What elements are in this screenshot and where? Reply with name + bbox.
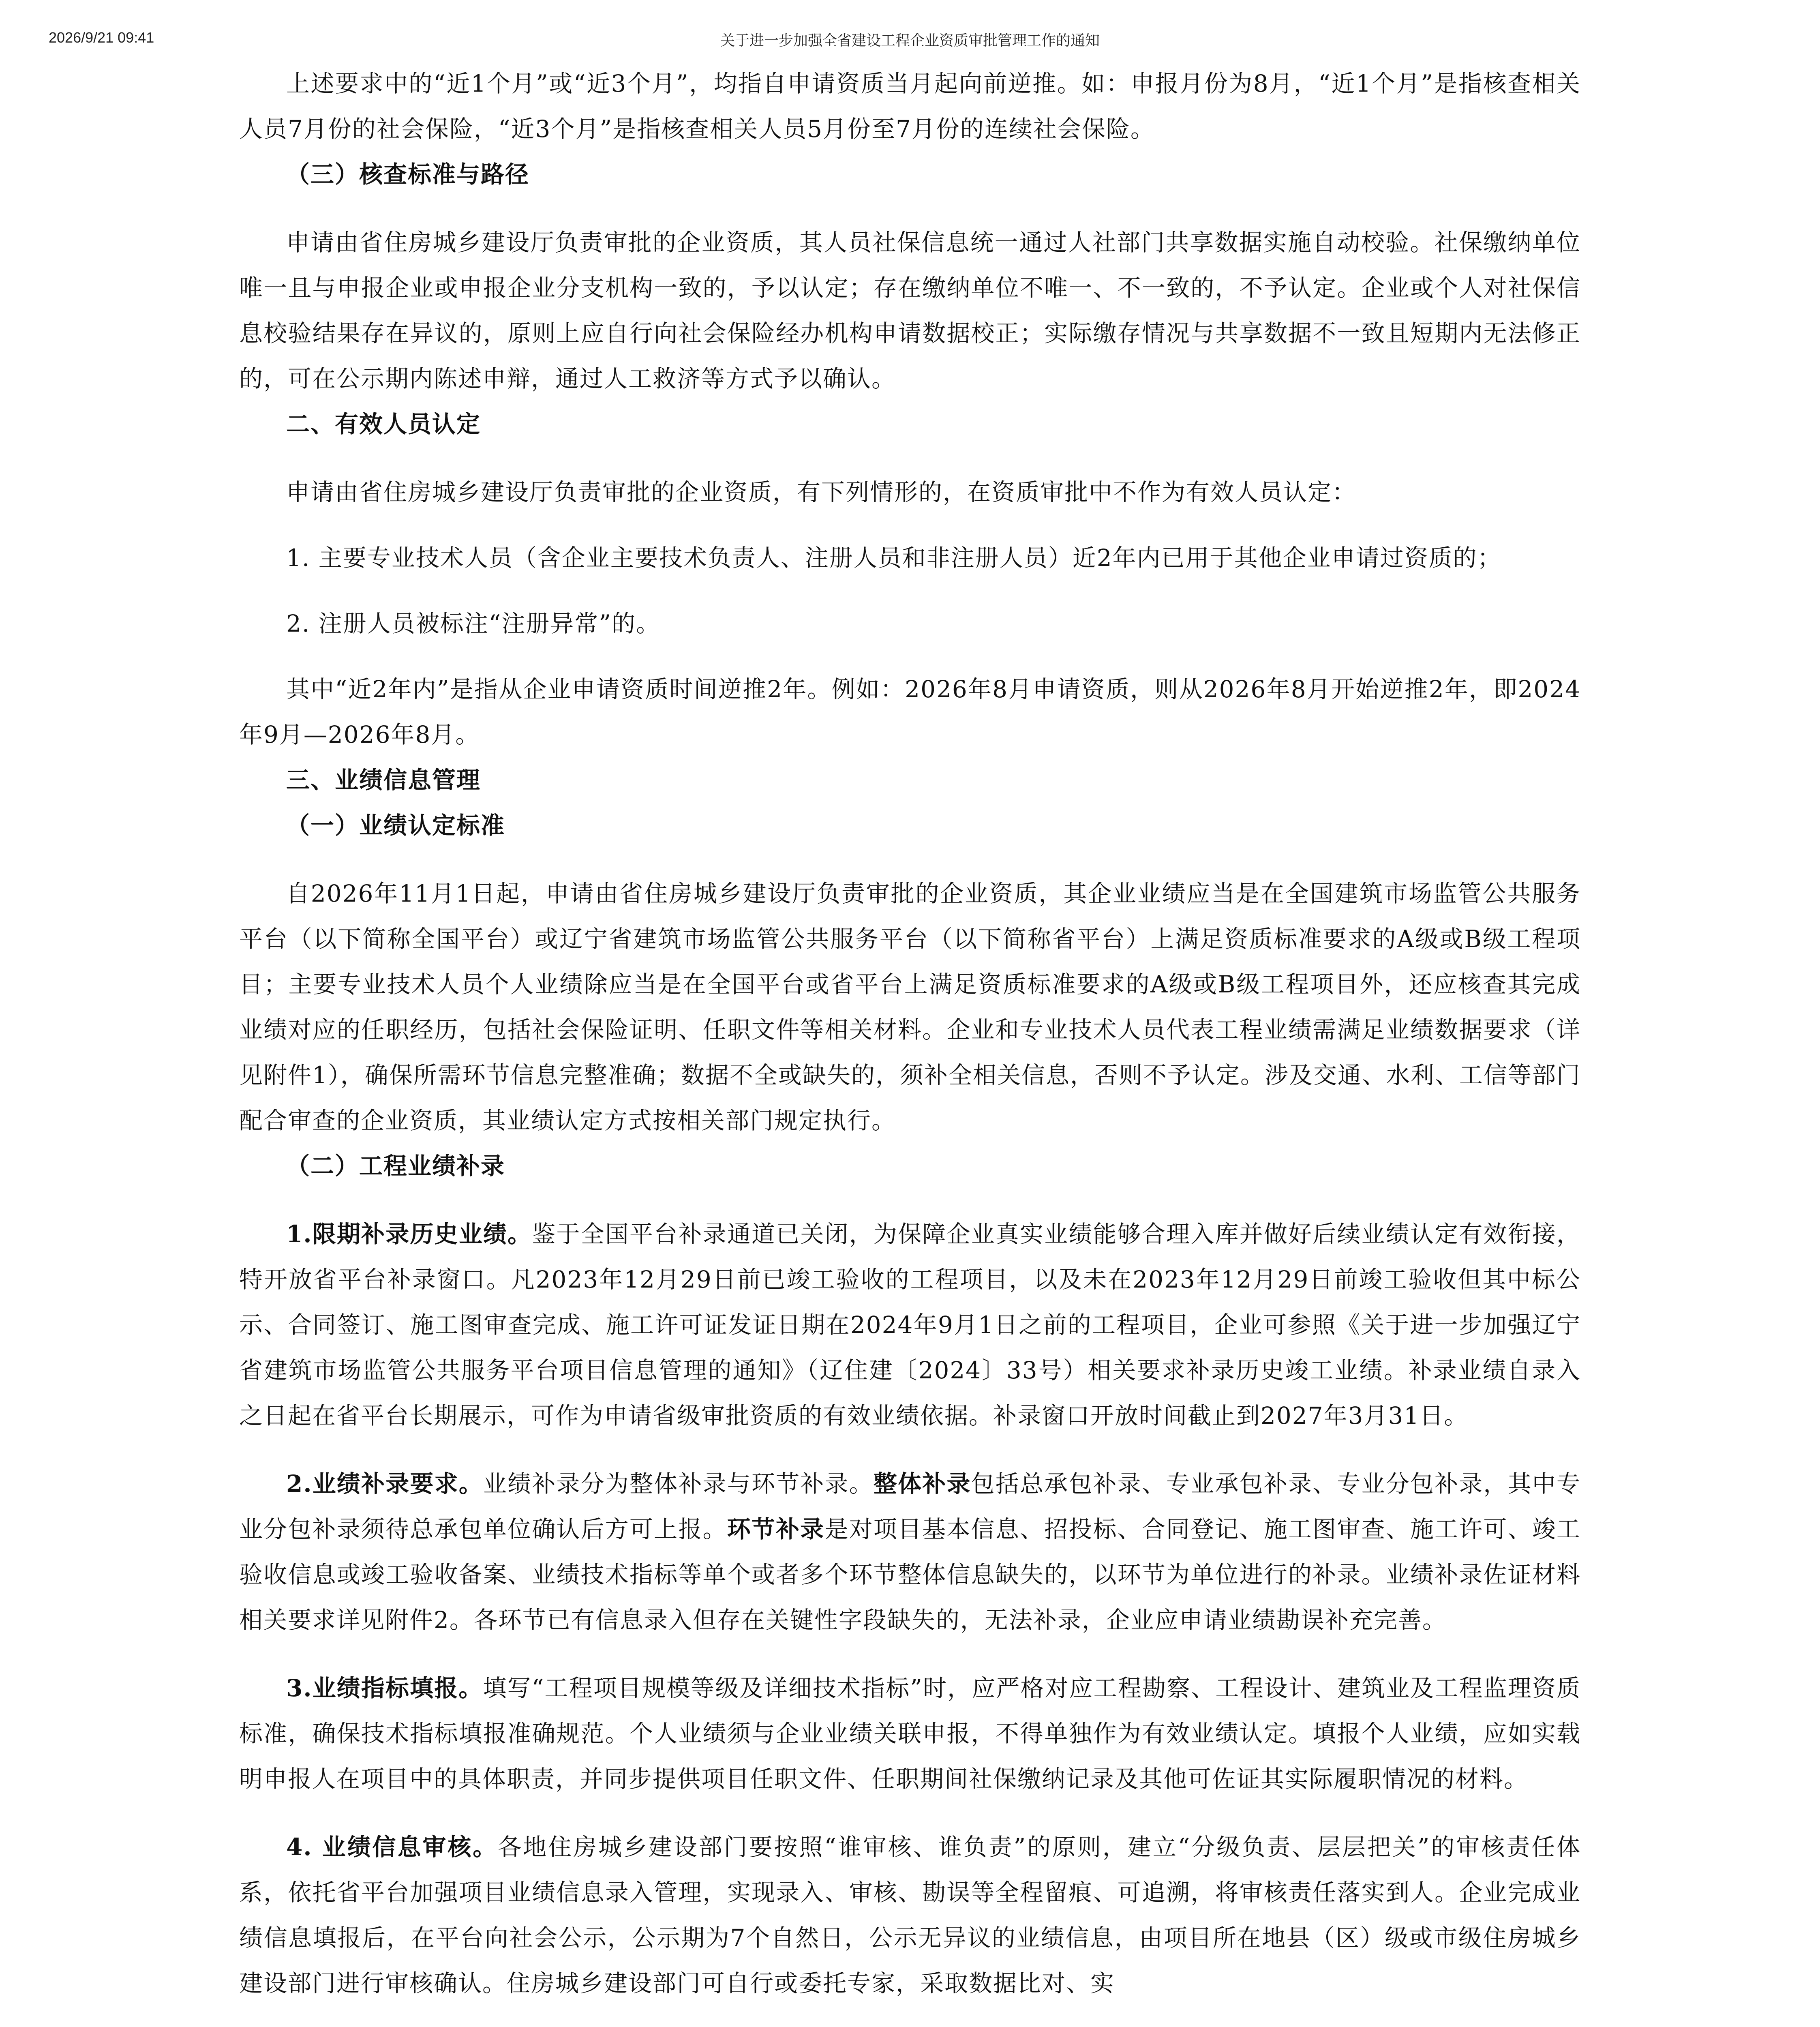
lead-indicator-filling: 3.业绩指标填报。 (286, 1674, 483, 1702)
heading-performance-management: 三、业绩信息管理 (286, 766, 481, 794)
paragraph-performance-standard: 自2026年11月1日起，申请由省住房城乡建设厅负责审批的企业资质，其企业业绩应当是在全国建筑市场监管公共服务平台（以下简称全国平台）或辽宁省建筑市场监管公共服务平台（以下简称省平台）上满足资质标准要求的A级或B级工程项目；主要专业技术人员个人业绩除应当是在全国平台或省平台上满足资质标准要求的A级或B级工程项目外，还应核查其完成业绩对应的任职经历，包括社会保险证明、任职文件等相关材料。企业和专业技术人员代表工程业绩需满足业绩数据要求（详见附件1），确保所需环节信息完整准确；数据不全或缺失的，须补全相关信息，否则不予认定。涉及交通、水利、工信等部门配合审查的企业资质，其业绩认定方式按相关部门规定执行。 (239, 880, 1581, 1134)
document-body (239, 61, 1581, 2006)
print-header (0, 29, 1820, 49)
paragraph-invalid-item-1: 1. 主要专业技术人员（含企业主要技术负责人、注册人员和非注册人员）近2年内已用于其他企业申请过资质的； (286, 544, 1502, 572)
paragraph-indicator-filling (239, 1665, 1581, 1802)
paragraph-supplement-requirements (239, 1461, 1581, 1643)
paragraph-invalid-intro: 申请由省住房城乡建设厅负责审批的企业资质，有下列情形的，在资质审批中不作为有效人员认定： (286, 478, 1357, 506)
heading-verify-standard: （三）核查标准与路径 (286, 161, 530, 188)
paragraph-month-definition: 上述要求中的“近1个月”或“近3个月”，均指自申请资质当月起向前逆推。如：申报月份为8月，“近1个月”是指核查相关人员7月份的社会保险，“近3个月”是指核查相关人员5月份至7月份的连续社会保险。 (239, 70, 1581, 143)
lead-whole-supplement: 整体补录 (873, 1470, 971, 1498)
text-info-review: 各地住房城乡建设部门要按照“谁审核、谁负责”的原则，建立“分级负责、层层把关”的审核责任体系，依托省平台加强项目业绩信息录入管理，实现录入、审核、勘误等全程留痕、可追溯，将审核责任落实到人。企业完成业绩信息填报后，在平台向社会公示，公示期为7个自然日，公示无异议的业绩信息，由项目所在地县（区）级或市级住房城乡建设部门进行审核确认。住房城乡建设部门可自行或委托专家，采取数据比对、实 (239, 1833, 1581, 1997)
heading-performance-supplement: （二）工程业绩补录 (286, 1152, 505, 1180)
lead-history-supplement: 1.限期补录历史业绩。 (286, 1220, 532, 1248)
paragraph-two-year-definition: 其中“近2年内”是指从企业申请资质时间逆推2年。例如：2026年8月申请资质，则从2026年8月开始逆推2年，即2024年9月—2026年8月。 (239, 675, 1581, 748)
text-whole-supplement: 包括总承包补录、专业承包补录、专业分包补录，其中专业分包补录须待总承包单位确认后方可上报。 (239, 1470, 1581, 1543)
print-datetime: 2026/9/21 09:41 (49, 29, 154, 46)
text-indicator-filling: 填写“工程项目规模等级及详细技术指标”时，应严格对应工程勘察、工程设计、建筑业及工程监理资质标准，确保技术指标填报准确规范。个人业绩须与企业业绩关联申报，不得单独作为有效业绩认定。填报个人业绩，应如实载明申报人在项目中的具体职责，并同步提供项目任职文件、任职期间社保缴纳记录及其他可佐证其实际履职情况的材料。 (239, 1674, 1581, 1793)
text-history-supplement: 鉴于全国平台补录通道已关闭，为保障企业真实业绩能够合理入库并做好后续业绩认定有效衔接，特开放省平台补录窗口。凡2023年12月29日前已竣工验收的工程项目，以及未在2023年12月29日前竣工验收但其中标公示、合同签订、施工图审查完成、施工许可证发证日期在2024年9月1日之前的工程项目，企业可参照《关于进一步加强辽宁省建筑市场监管公共服务平台项目信息管理的通知》（辽住建〔2024〕33号）相关要求补录历史竣工业绩。补录业绩自录入之日起在省平台长期展示，可作为申请省级审批资质的有效业绩依据。补录窗口开放时间截止到2027年3月31日。 (239, 1220, 1581, 1429)
paragraph-invalid-item-2: 2. 注册人员被标注“注册异常”的。 (286, 610, 661, 637)
lead-supplement-requirements: 2.业绩补录要求。 (286, 1470, 483, 1498)
heading-valid-personnel: 二、有效人员认定 (286, 410, 481, 438)
heading-performance-standard: （一）业绩认定标准 (286, 812, 505, 839)
lead-info-review: 4. 业绩信息审核。 (286, 1833, 498, 1861)
paragraph-info-review (239, 1824, 1581, 2006)
lead-stage-supplement: 环节补录 (727, 1515, 825, 1543)
text-stage-supplement: 是对项目基本信息、招投标、合同登记、施工图审查、施工许可、竣工验收信息或竣工验收备案、业绩技术指标等单个或者多个环节整体信息缺失的，以环节为单位进行的补录。业绩补录佐证材料相关要求详见附件2。各环节已有信息录入但存在关键性字段缺失的，无法补录，企业应申请业绩勘误补充完善。 (239, 1515, 1581, 1634)
paragraph-social-security-check: 申请由省住房城乡建设厅负责审批的企业资质，其人员社保信息统一通过人社部门共享数据实施自动校验。社保缴纳单位唯一且与申报企业或申报企业分支机构一致的，予以认定；存在缴纳单位不唯一、不一致的，不予认定。企业或个人对社保信息校验结果存在异议的，原则上应自行向社会保险经办机构申请数据校正；实际缴存情况与共享数据不一致且短期内无法修正的，可在公示期内陈述申辩，通过人工救济等方式予以确认。 (239, 229, 1581, 392)
paragraph-history-supplement (239, 1211, 1581, 1438)
print-page-title: 关于进一步加强全省建设工程企业资质审批管理工作的通知 (720, 32, 1100, 49)
text-supplement-types: 业绩补录分为整体补录与环节补录。 (483, 1470, 874, 1498)
